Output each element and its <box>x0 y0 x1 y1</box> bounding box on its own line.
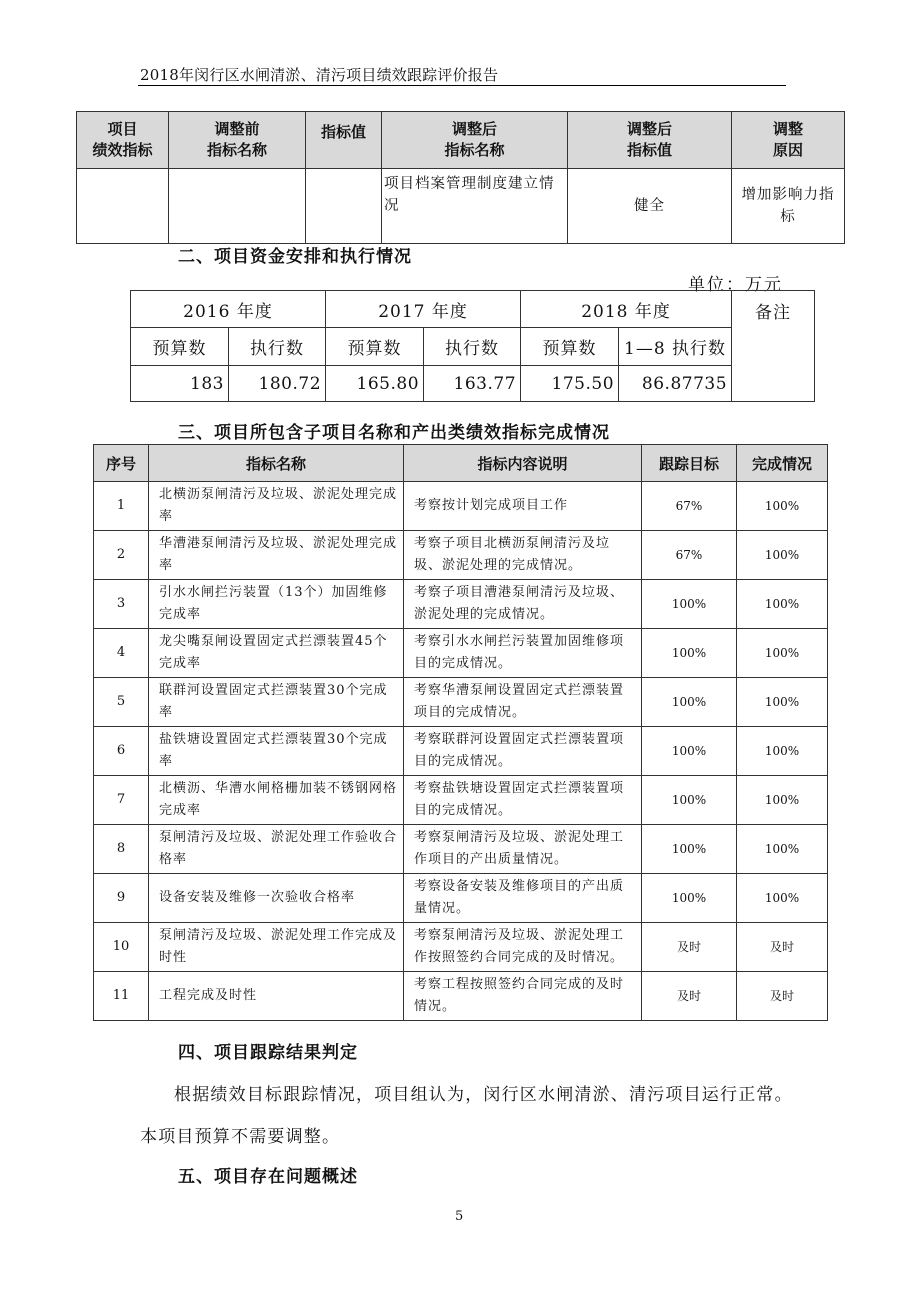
indicator-name: 引水水闸拦污装置（13个）加固维修完成率 <box>149 580 404 629</box>
row-number: 8 <box>94 825 149 874</box>
row-number: 4 <box>94 629 149 678</box>
cell <box>77 169 169 244</box>
tracking-target: 67% <box>642 482 737 531</box>
completion-status: 100% <box>737 482 828 531</box>
table-row <box>94 874 828 923</box>
value-cell: 180.72 <box>229 366 326 402</box>
indicator-adjustment-table <box>76 111 845 244</box>
indicator-name: 设备安装及维修一次验收合格率 <box>149 874 404 923</box>
subhead: 1—8 执行数 <box>619 328 732 366</box>
cell <box>169 169 306 244</box>
col-header-after-value: 调整后 指标值 <box>568 112 732 169</box>
cell-after-name: 项目档案管理制度建立情况 <box>382 169 568 244</box>
table-row <box>94 629 828 678</box>
row-number: 1 <box>94 482 149 531</box>
completion-status: 及时 <box>737 972 828 1021</box>
col-header-value: 指标值 <box>306 112 382 169</box>
table-row <box>77 169 845 244</box>
tracking-target: 100% <box>642 678 737 727</box>
value-cell: 86.87735 <box>619 366 732 402</box>
section-3-heading: 三、项目所包含子项目名称和产出类绩效指标完成情况 <box>178 423 610 443</box>
row-number: 10 <box>94 923 149 972</box>
tracking-target: 100% <box>642 776 737 825</box>
section-2-heading: 二、项目资金安排和执行情况 <box>178 247 412 267</box>
row-number: 3 <box>94 580 149 629</box>
indicator-name: 泵闸清污及垃圾、淤泥处理工作完成及时性 <box>149 923 404 972</box>
col-header-no: 序号 <box>94 445 149 482</box>
section-5-heading: 五、项目存在问题概述 <box>178 1167 358 1187</box>
completion-status: 100% <box>737 531 828 580</box>
table-subheader-row <box>131 328 815 366</box>
value-cell: 163.77 <box>424 366 521 402</box>
table-row <box>94 825 828 874</box>
indicator-name: 龙尖嘴泵闸设置固定式拦漂装置45个完成率 <box>149 629 404 678</box>
subhead: 预算数 <box>326 328 424 366</box>
indicator-name: 工程完成及时性 <box>149 972 404 1021</box>
page-number: 5 <box>455 1209 464 1224</box>
col-header-before-name: 调整前 指标名称 <box>169 112 306 169</box>
tracking-target: 100% <box>642 874 737 923</box>
year-2018: 2018 年度 <box>521 291 732 328</box>
completion-status: 100% <box>737 727 828 776</box>
indicator-description: 考察子项目北横沥泵闸清污及垃圾、淤泥处理的完成情况。 <box>404 531 642 580</box>
cell-reason: 增加影响力指标 <box>732 169 845 244</box>
remark-header: 备注 <box>732 291 815 402</box>
fund-table <box>130 290 815 402</box>
completion-status: 100% <box>737 629 828 678</box>
page-header: 2018年闵行区水闸清淤、清污项目绩效跟踪评价报告 <box>140 66 499 84</box>
cell-after-value: 健全 <box>568 169 732 244</box>
indicator-name: 北横沥泵闸清污及垃圾、淤泥处理完成率 <box>149 482 404 531</box>
indicator-name: 联群河设置固定式拦漂装置30个完成率 <box>149 678 404 727</box>
tracking-target: 100% <box>642 629 737 678</box>
row-number: 11 <box>94 972 149 1021</box>
table-row <box>94 776 828 825</box>
indicator-description: 考察泵闸清污及垃圾、淤泥处理工作按照签约合同完成的及时情况。 <box>404 923 642 972</box>
table-row <box>94 580 828 629</box>
value-cell: 165.80 <box>326 366 424 402</box>
indicator-description: 考察子项目漕港泵闸清污及垃圾、淤泥处理的完成情况。 <box>404 580 642 629</box>
table-row <box>94 923 828 972</box>
indicator-description: 考察工程按照签约合同完成的及时情况。 <box>404 972 642 1021</box>
section-4-heading: 四、项目跟踪结果判定 <box>178 1043 358 1063</box>
table-header-row <box>77 112 845 169</box>
col-header-name: 指标名称 <box>149 445 404 482</box>
table-row <box>94 678 828 727</box>
table-row <box>94 531 828 580</box>
indicator-description: 考察引水水闸拦污装置加固维修项目的完成情况。 <box>404 629 642 678</box>
completion-status: 100% <box>737 678 828 727</box>
table-row <box>94 482 828 531</box>
row-number: 6 <box>94 727 149 776</box>
indicator-description: 考察按计划完成项目工作 <box>404 482 642 531</box>
conclusion-line-1: 根据绩效目标跟踪情况，项目组认为，闵行区水闸清淤、清污项目运行正常。 <box>174 1085 793 1105</box>
row-number: 2 <box>94 531 149 580</box>
value-cell: 183 <box>131 366 229 402</box>
conclusion-line-2: 本项目预算不需要调整。 <box>140 1127 341 1147</box>
subhead: 预算数 <box>521 328 619 366</box>
tracking-target: 及时 <box>642 972 737 1021</box>
table-header-row <box>131 291 815 328</box>
completion-status: 100% <box>737 874 828 923</box>
subhead: 执行数 <box>229 328 326 366</box>
completion-status: 100% <box>737 825 828 874</box>
tracking-target: 100% <box>642 825 737 874</box>
indicator-name: 华漕港泵闸清污及垃圾、淤泥处理完成率 <box>149 531 404 580</box>
unit-label: 单位：万元 <box>688 275 783 295</box>
year-2017: 2017 年度 <box>326 291 521 328</box>
row-number: 5 <box>94 678 149 727</box>
col-header-reason: 调整 原因 <box>732 112 845 169</box>
row-number: 9 <box>94 874 149 923</box>
col-header-desc: 指标内容说明 <box>404 445 642 482</box>
col-header-target: 跟踪目标 <box>642 445 737 482</box>
indicator-description: 考察泵闸清污及垃圾、淤泥处理工作项目的产出质量情况。 <box>404 825 642 874</box>
indicator-name: 泵闸清污及垃圾、淤泥处理工作验收合格率 <box>149 825 404 874</box>
col-header-indicator: 项目 绩效指标 <box>77 112 169 169</box>
indicator-name: 北横沥、华漕水闸格栅加装不锈钢网格完成率 <box>149 776 404 825</box>
subhead: 预算数 <box>131 328 229 366</box>
tracking-target: 100% <box>642 580 737 629</box>
indicator-name: 盐铁塘设置固定式拦漂装置30个完成率 <box>149 727 404 776</box>
completion-status: 100% <box>737 776 828 825</box>
col-header-result: 完成情况 <box>737 445 828 482</box>
completion-status: 100% <box>737 580 828 629</box>
header-rule <box>138 85 786 86</box>
indicator-description: 考察设备安装及维修项目的产出质量情况。 <box>404 874 642 923</box>
indicator-description: 考察联群河设置固定式拦漂装置项目的完成情况。 <box>404 727 642 776</box>
performance-table <box>93 444 828 1021</box>
table-row <box>94 972 828 1021</box>
row-number: 7 <box>94 776 149 825</box>
indicator-description: 考察华漕泵闸设置固定式拦漂装置项目的完成情况。 <box>404 678 642 727</box>
table-row <box>131 366 815 402</box>
completion-status: 及时 <box>737 923 828 972</box>
col-header-after-name: 调整后 指标名称 <box>382 112 568 169</box>
year-2016: 2016 年度 <box>131 291 326 328</box>
tracking-target: 及时 <box>642 923 737 972</box>
tracking-target: 100% <box>642 727 737 776</box>
tracking-target: 67% <box>642 531 737 580</box>
performance-table-body <box>94 482 828 1021</box>
indicator-description: 考察盐铁塘设置固定式拦漂装置项目的完成情况。 <box>404 776 642 825</box>
subhead: 执行数 <box>424 328 521 366</box>
value-cell: 175.50 <box>521 366 619 402</box>
table-row <box>94 727 828 776</box>
table-header-row <box>94 445 828 482</box>
cell <box>306 169 382 244</box>
